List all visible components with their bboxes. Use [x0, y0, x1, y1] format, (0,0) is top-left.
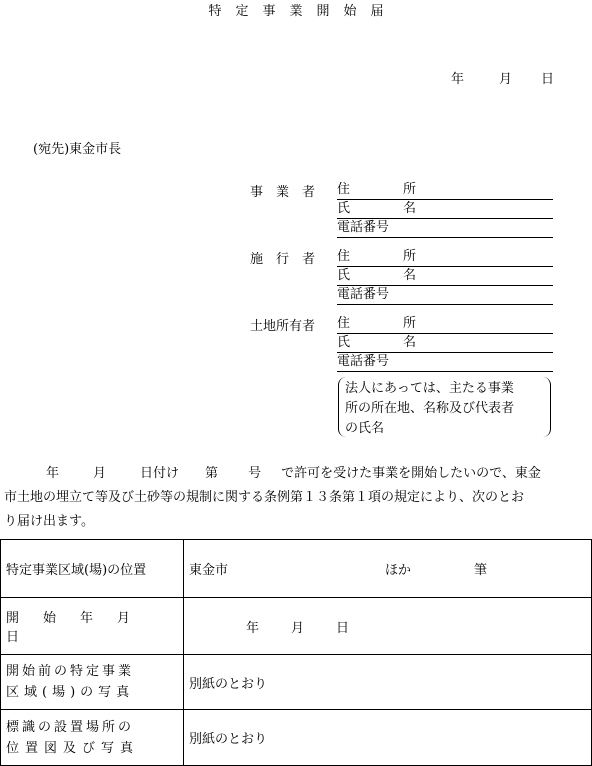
location-label: 特定事業区域(場)の位置	[1, 540, 184, 598]
business-operator-address-field[interactable]	[337, 181, 553, 200]
declaration-line-2: 市土地の埋立て等及び土砂等の規制に関する条例第１３条第１項の規定により、次のとお	[4, 490, 525, 505]
start-date-value-cell[interactable]	[184, 598, 592, 655]
details-table	[0, 539, 592, 766]
addressee: (宛先)東金市長	[33, 142, 122, 157]
permit-number-suffix: 号	[248, 466, 262, 481]
table-row	[1, 540, 592, 598]
declaration-line-1-rest: で許可を受けた事業を開始したいので、東金	[281, 466, 541, 481]
start-month: 月	[291, 620, 305, 636]
permit-year: 年	[46, 466, 60, 481]
form-title: 特定事業開始届	[208, 4, 398, 19]
permit-number-prefix: 第	[205, 466, 219, 481]
date-month-label: 月	[499, 72, 513, 87]
field-label: 住 所	[337, 249, 437, 264]
date-day-label: 日	[541, 72, 555, 87]
location-city: 東金市	[189, 563, 229, 578]
start-day: 日	[336, 620, 350, 636]
business-operator-phone-field[interactable]	[337, 219, 553, 238]
location-hoka: ほか	[385, 563, 412, 578]
field-label: 氏 名	[337, 335, 437, 350]
field-label: 電話番号	[337, 220, 390, 235]
contractor-name-field[interactable]	[337, 267, 553, 286]
field-label: 氏 名	[337, 268, 437, 283]
sign-location-value[interactable]: 別紙のとおり	[184, 710, 592, 766]
corporate-note	[338, 377, 551, 437]
location-value-cell[interactable]	[184, 540, 592, 598]
location-hitsu: 筆	[474, 563, 488, 578]
permit-month: 月	[93, 466, 107, 481]
label-line: 開始前の特定事業	[6, 664, 135, 679]
table-row	[1, 598, 592, 655]
permit-day: 日付け	[140, 466, 180, 481]
table-row	[1, 710, 592, 766]
label-line: 標識の設置場所の	[6, 719, 135, 735]
field-label: 住 所	[337, 316, 437, 331]
start-date-label-text: 開始年月日	[6, 611, 155, 645]
field-label: 住 所	[337, 182, 437, 197]
corporate-note-line: の氏名	[345, 421, 385, 436]
landowner-name-field[interactable]	[337, 334, 553, 353]
field-label: 氏 名	[337, 201, 437, 216]
field-label: 電話番号	[337, 287, 390, 302]
business-operator-name-field[interactable]	[337, 200, 553, 219]
sign-location-label	[1, 710, 184, 766]
start-year: 年	[246, 620, 260, 636]
field-label: 電話番号	[337, 354, 390, 369]
role-contractor: 施行者	[250, 252, 329, 267]
role-landowner: 土地所有者	[250, 319, 316, 334]
pre-start-photo-label	[1, 655, 184, 710]
pre-start-photo-value[interactable]: 別紙のとおり	[184, 655, 592, 710]
corporate-note-line: 所の所在地、名称及び代表者	[345, 401, 515, 416]
role-business-operator: 事業者	[250, 185, 329, 200]
submission-date	[451, 68, 554, 87]
contractor-phone-field[interactable]	[337, 286, 553, 305]
label-line: 位置図及び写真	[6, 740, 140, 756]
label-line: 区域(場)の写真	[6, 685, 135, 700]
landowner-phone-field[interactable]	[337, 353, 553, 372]
start-date-label	[1, 598, 184, 655]
landowner-address-field[interactable]	[337, 315, 553, 334]
date-year-label: 年	[451, 72, 465, 87]
table-row	[1, 655, 592, 710]
declaration-line-3: り届け出ます。	[4, 514, 94, 529]
contractor-address-field[interactable]	[337, 248, 553, 267]
corporate-note-line: 法人にあっては、主たる事業	[345, 381, 514, 396]
declaration-text	[4, 462, 588, 534]
declaration-line-1	[4, 462, 588, 486]
